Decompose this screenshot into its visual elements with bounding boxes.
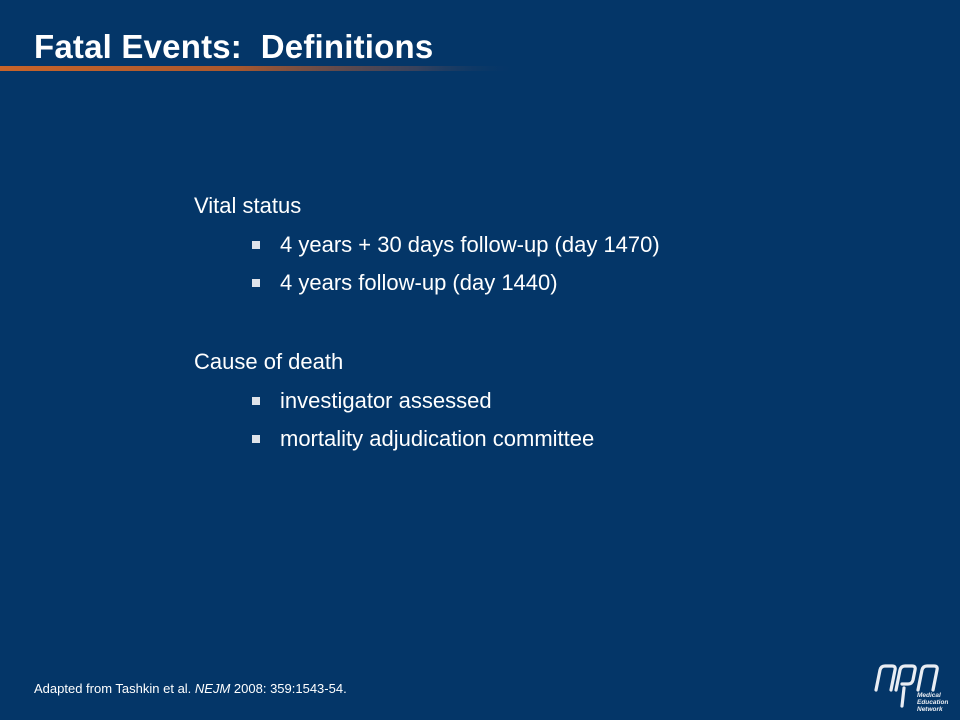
section-spacer: [194, 302, 894, 346]
citation-journal: NEJM: [194, 681, 231, 696]
citation-suffix: 2008: 359:1543-54.: [230, 681, 347, 696]
bullet-text: 4 years follow-up (day 1440): [280, 270, 558, 295]
bullet-text: investigator assessed: [280, 388, 492, 413]
cause-of-death-list: [194, 382, 894, 458]
square-bullet-icon: [252, 435, 260, 443]
medical-education-network-logo: [872, 660, 948, 712]
vital-status-list: [194, 226, 894, 302]
svg-text:Network: Network: [917, 706, 943, 712]
slide-title: Fatal Events: Definitions: [34, 28, 434, 65]
bullet-text: mortality adjudication committee: [280, 426, 595, 451]
svg-text:Medical: Medical: [917, 692, 941, 699]
square-bullet-icon: [252, 241, 260, 249]
square-bullet-icon: [252, 279, 260, 287]
section-heading-vital-status: Vital status: [194, 193, 302, 218]
bullet-text: 4 years + 30 days follow-up (day 1470): [280, 232, 660, 257]
svg-text:Education: Education: [917, 699, 948, 706]
square-bullet-icon: [252, 397, 260, 405]
list-item: [194, 226, 894, 264]
citation-prefix: Adapted from Tashkin et al.: [34, 681, 195, 696]
citation-footnote: [34, 681, 347, 696]
section-heading-cause-of-death: Cause of death: [194, 349, 344, 374]
title-underline: [0, 66, 520, 71]
list-item: [194, 420, 894, 458]
content-body: [194, 190, 894, 458]
list-item: [194, 382, 894, 420]
list-item: [194, 264, 894, 302]
